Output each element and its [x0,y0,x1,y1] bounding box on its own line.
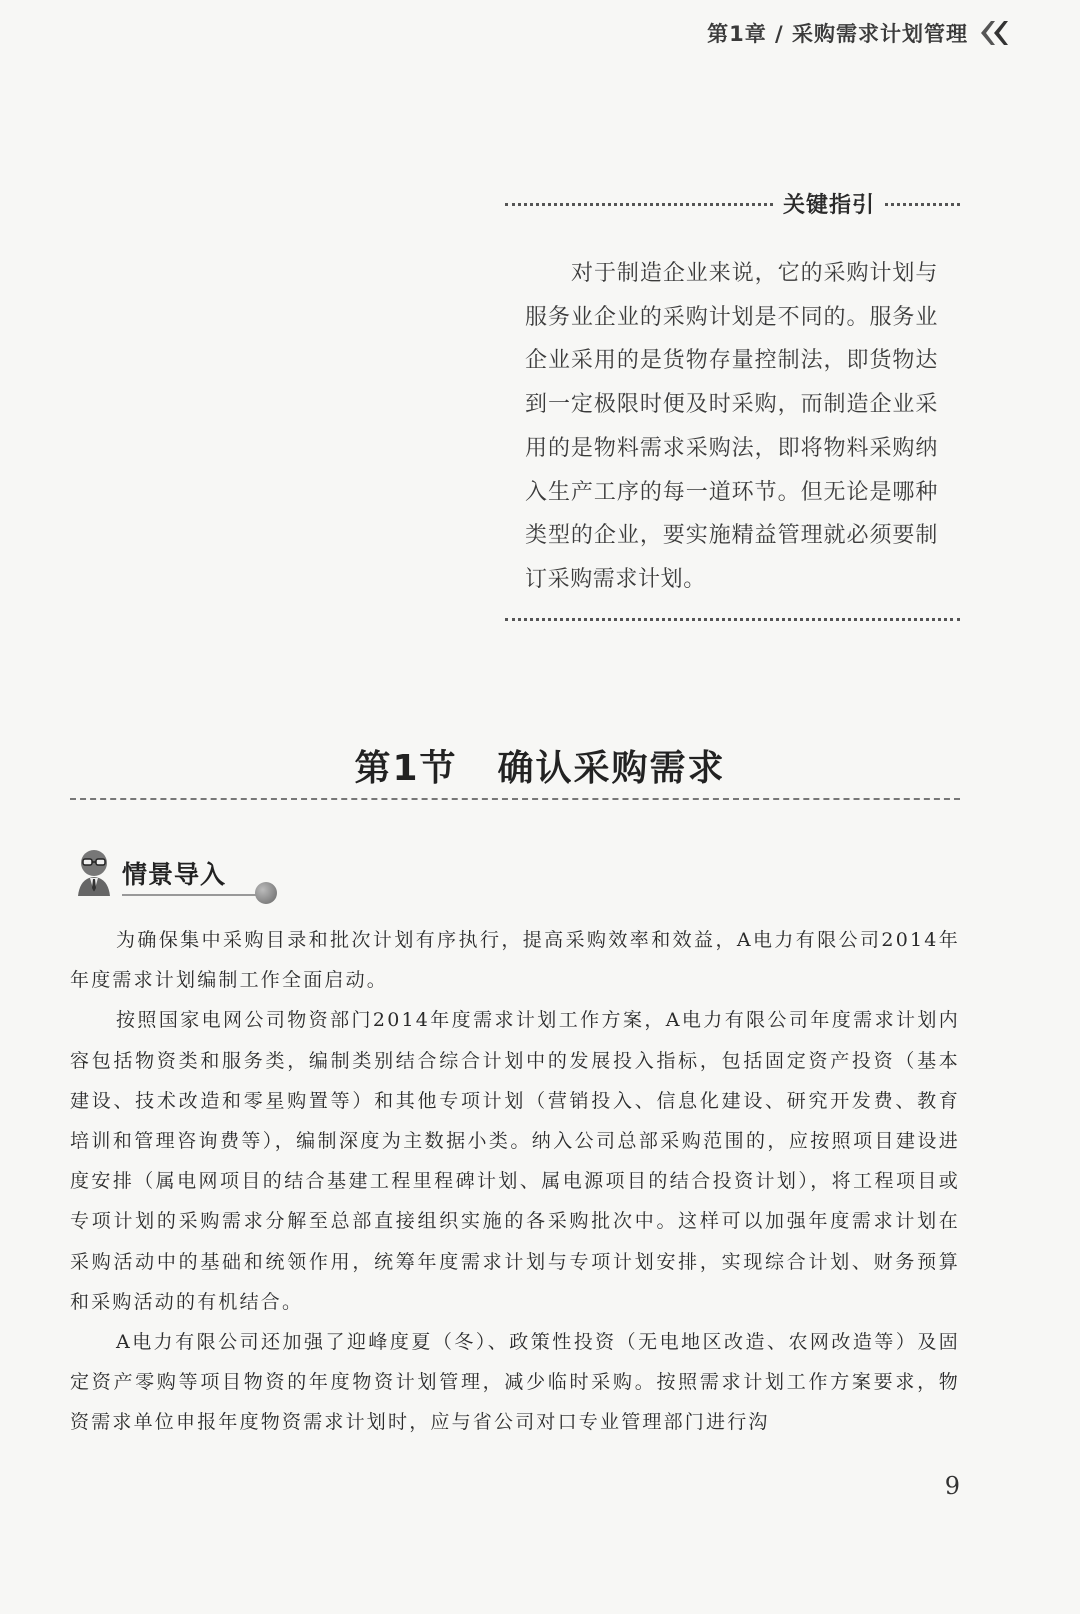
paragraph: A电力有限公司还加强了迎峰度夏（冬）、政策性投资（无电地区改造、农网改造等）及固定资产零购等项目物资的年度物资计划管理，减少临时采购。按照需求计划工作方案要求，物资需求单位申报年度物资需求计划时，应与省公司对口专业管理部门进行沟 [70,1331,960,1434]
key-guide-title-row [505,188,960,218]
chapter-title: 第1章 / 采购需求计划管理 [707,22,968,46]
dotted-rule [885,203,960,206]
key-guide-box [505,188,960,602]
dotted-rule [505,203,773,206]
key-guide-title: 关键指引 [783,192,876,218]
body-text [70,920,960,1443]
dashed-rule [70,798,960,800]
key-guide-body: 对于制造企业来说，它的采购计划与服务业企业的采购计划是不同的。服务业企业采用的是货物存量控制法，即货物达到一定极限时便及时采购，而制造企业采用的是物料需求采购法，即将物料采购纳入生产工序的每一道环节。但无论是哪种类型的企业，要实施精益管理就必须要制订采购需求计划。 [525,261,938,592]
scene-heading [72,848,226,898]
paragraph: 按照国家电网公司物资部门2014年度需求计划工作方案，A电力有限公司年度需求计划内容包括物资类和服务类，编制类别结合综合计划中的发展投入指标，包括固定资产投资（基本建设、技术改造和零星购置等）和其他专项计划（营销投入、信息化建设、研究开发费、教育培训和管理咨询费等），编制深度为主数据小类。纳入公司总部采购范围的，应按照项目建设进度安排（属电网项目的结合基建工程里程碑计划、属电源项目的结合投资计划），将工程项目或专项计划的采购需求分解至总部直接组织实施的各采购批次中。这样可以加强年度需求计划在采购活动中的基础和统领作用，统筹年度需求计划与专项计划安排，实现综合计划、财务预算和采购活动的有机结合。 [70,1009,960,1313]
double-chevron-left-icon [978,19,1008,47]
businessman-icon [72,848,116,898]
page-number: 9 [944,1472,960,1500]
section-title: 确认采购需求 [497,748,726,789]
paragraph: 为确保集中采购目录和批次计划有序执行，提高采购效率和效益，A电力有限公司2014年年度需求计划编制工作全面启动。 [70,929,960,992]
section-number: 第1节 [354,748,458,789]
running-header [707,18,1008,48]
scene-ball-ornament [255,882,277,904]
scene-underline [122,894,262,896]
scene-label: 情景导入 [122,860,227,889]
dotted-rule [505,618,960,621]
section-heading [0,740,1080,791]
